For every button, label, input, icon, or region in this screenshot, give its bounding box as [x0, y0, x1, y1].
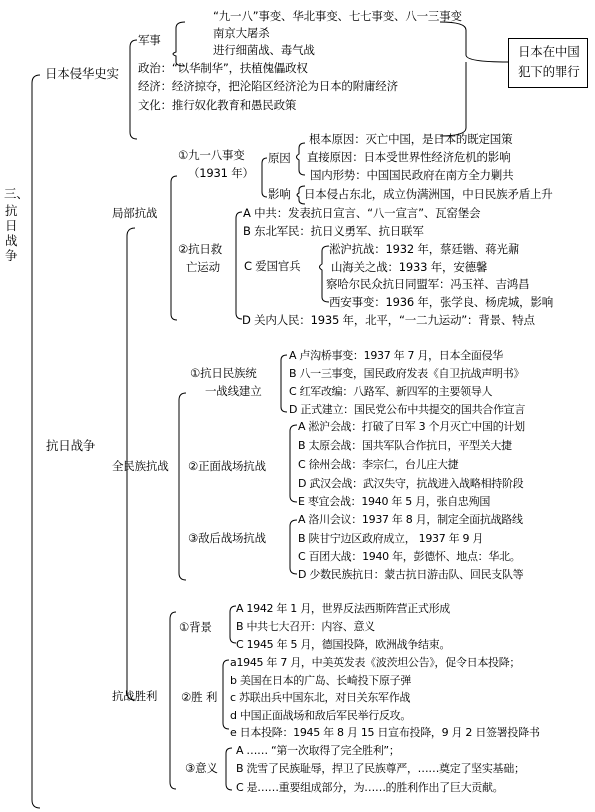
- background-b: B 中共七大召开：内容、意义: [236, 620, 375, 633]
- section-number: 三、: [4, 186, 29, 201]
- rear-a: A 洛川会议：1937 年 8 月，制定全面抗战路线: [298, 513, 523, 526]
- salvation-c-1: 淞沪抗战：1932 年，蔡廷锴、蒋光鼐: [329, 242, 520, 256]
- frontal-e: E 枣宜会战：1940 年 5 月，张自忠殉国: [298, 495, 491, 508]
- victory-title: 抗战胜利: [112, 689, 158, 703]
- background-title: ①背景: [179, 620, 212, 634]
- significance-a: A …… “第一次取得了完全胜利”；: [236, 744, 400, 757]
- bracket-local: [171, 176, 177, 320]
- salvation-d: D 关内人民：1935 年，北平，“一二九运动”：背景、特点: [242, 313, 535, 327]
- win-title: ②胜 利: [181, 690, 218, 704]
- bracket-summary: [440, 22, 508, 136]
- effect-text: 日本侵占东北，成立伪满洲国，中日民族矛盾上升: [304, 187, 553, 201]
- cause-label: 原因: [268, 151, 291, 165]
- bracket-aggression: [130, 40, 137, 139]
- bracket-main: [32, 75, 40, 808]
- culture-text: 文化：推行奴化教育和愚民政策: [138, 98, 297, 112]
- cause-2: 直接原因：日本受世界性经济危机的影响: [307, 150, 511, 164]
- military-item-1: “九一八”事变、华北事变、七七事变、八一三事变: [213, 9, 462, 23]
- aggression-title: 日本侵华史实: [45, 66, 119, 81]
- significance-title: ③意义: [185, 761, 218, 775]
- rear-b: B 陕甘宁边区政府成立， 1937 年 9 月: [298, 532, 484, 545]
- summary-box: [508, 38, 588, 88]
- bracket-s1: [262, 158, 267, 197]
- military-label: 军事: [138, 33, 161, 47]
- win-c: c 苏联出兵中国东北，对日关东军作战: [230, 691, 411, 704]
- summary-line-1: 日本在中国: [518, 44, 580, 59]
- economy-text: 经济：经济掠夺，把沦陷区经济沦为日本的附庸经济: [138, 79, 398, 93]
- win-d: d 中国正面战场和敌后军民举行反攻。: [230, 709, 412, 722]
- united-front-a: A 卢沟桥事变：1937 年 7 月，日本全面侵华: [289, 349, 504, 362]
- united-front-title-1: ①抗日民族统: [190, 366, 257, 380]
- salvation-c-4: 西安事变：1936 年，张学良、杨虎城，影响: [329, 295, 554, 309]
- united-front-b: B 八一三事变，国民政府发表《自卫抗战声明书》: [289, 367, 525, 380]
- salvation-c-2: 山海关之战：1933 年，安德馨: [331, 260, 488, 274]
- bracket-c: [320, 246, 330, 302]
- sept18-title: ①九一八事变: [178, 148, 245, 162]
- military-item-3: 进行细菌战、毒气战: [213, 43, 315, 57]
- win-b: b 美国在日本的广岛、长崎投下原子弹: [230, 674, 412, 687]
- total-war-title: 全民族抗战: [112, 459, 169, 473]
- salvation-a: A 中共：发表抗日宣言、“八一宣言”、瓦窑堡会: [243, 206, 481, 220]
- bracket-total: [179, 393, 186, 580]
- military-item-2: 南京大屠杀: [213, 26, 270, 40]
- united-front-d: D 正式建立：国民党公布中共提交的国共合作宣言: [289, 403, 526, 416]
- frontal-d: D 武汉会战：武汉失守，抗战进入战略相持阶段: [298, 477, 524, 490]
- frontal-b: B 太原会战：国共军队合作抗日，平型关大捷: [298, 439, 512, 452]
- bracket-win: [223, 660, 229, 729]
- bracket-s2: [236, 212, 242, 319]
- cause-3: 国内形势：中国国民政府在南方全力剿共: [310, 168, 514, 182]
- bracket-victory: [170, 612, 176, 789]
- background-c: C 1945 年 5 月，德国投降，欧洲战争结束。: [236, 638, 451, 651]
- bracket-front: [281, 355, 287, 412]
- frontal-title: ②正面战场抗战: [188, 459, 266, 473]
- rear-title: ③敌后战场抗战: [188, 531, 266, 545]
- effect-label: 影响: [268, 187, 291, 201]
- frontal-c: C 徐州会战：李宗仁，台儿庄大捷: [298, 458, 459, 471]
- cause-1: 根本原因：灭亡中国，是日本的既定国策: [309, 132, 513, 146]
- local-war-title: 局部抗战: [112, 206, 158, 220]
- bracket-significance: [226, 748, 232, 790]
- background-a: A 1942 年 1 月，世界反法西斯阵营正式形成: [236, 602, 451, 615]
- salvation-title-2: 亡运动: [186, 260, 220, 274]
- rear-d: D 少数民族抗日：蒙古抗日游击队、回民支队等: [298, 568, 524, 581]
- significance-b: B 洗雪了民族耻辱，捍卫了民族尊严，……奠定了坚实基础；: [236, 762, 525, 775]
- frontal-a: A 淞沪会战：打破了日军 3 个月灭亡中国的计划: [298, 420, 525, 433]
- win-e: e 日本投降：1945 年 8 月 15 日宣布投降，9 月 2 日签署投降书: [230, 726, 540, 739]
- salvation-c-label: C 爱国官兵: [244, 259, 301, 273]
- bracket-military: [173, 22, 185, 66]
- war-title: 抗日战争: [46, 438, 96, 453]
- salvation-b: B 东北军民：抗日义勇军、抗日联军: [243, 224, 424, 238]
- sept18-year: （1931 年）: [188, 166, 254, 180]
- rear-c: C 百团大战：1940 年，彭德怀、地点：华北。: [298, 550, 521, 563]
- politics-text: 政治：“以华制华”，扶植傀儡政权: [138, 61, 308, 75]
- summary-line-2: 犯下的罪行: [518, 64, 580, 79]
- salvation-title-1: ②抗日救: [178, 242, 223, 256]
- united-front-c: C 红军改编：八路军、新四军的主要领导人: [289, 385, 493, 398]
- bracket-causes: [297, 143, 306, 175]
- united-front-title-2: 一战线建立: [205, 384, 262, 398]
- section-title: 抗日战争: [5, 203, 18, 263]
- significance-c: C 是……重要组成部分，为……的胜利作出了巨大贡献。: [236, 781, 504, 794]
- win-a: a1945 年 7 月，中美英发表《波茨坦公告》，促令日本投降；: [230, 656, 521, 669]
- bracket-frontal: [290, 425, 297, 502]
- salvation-c-3: 察哈尔民众抗日同盟军：冯玉祥、吉鸿昌: [326, 277, 530, 291]
- bracket-rear: [290, 520, 297, 574]
